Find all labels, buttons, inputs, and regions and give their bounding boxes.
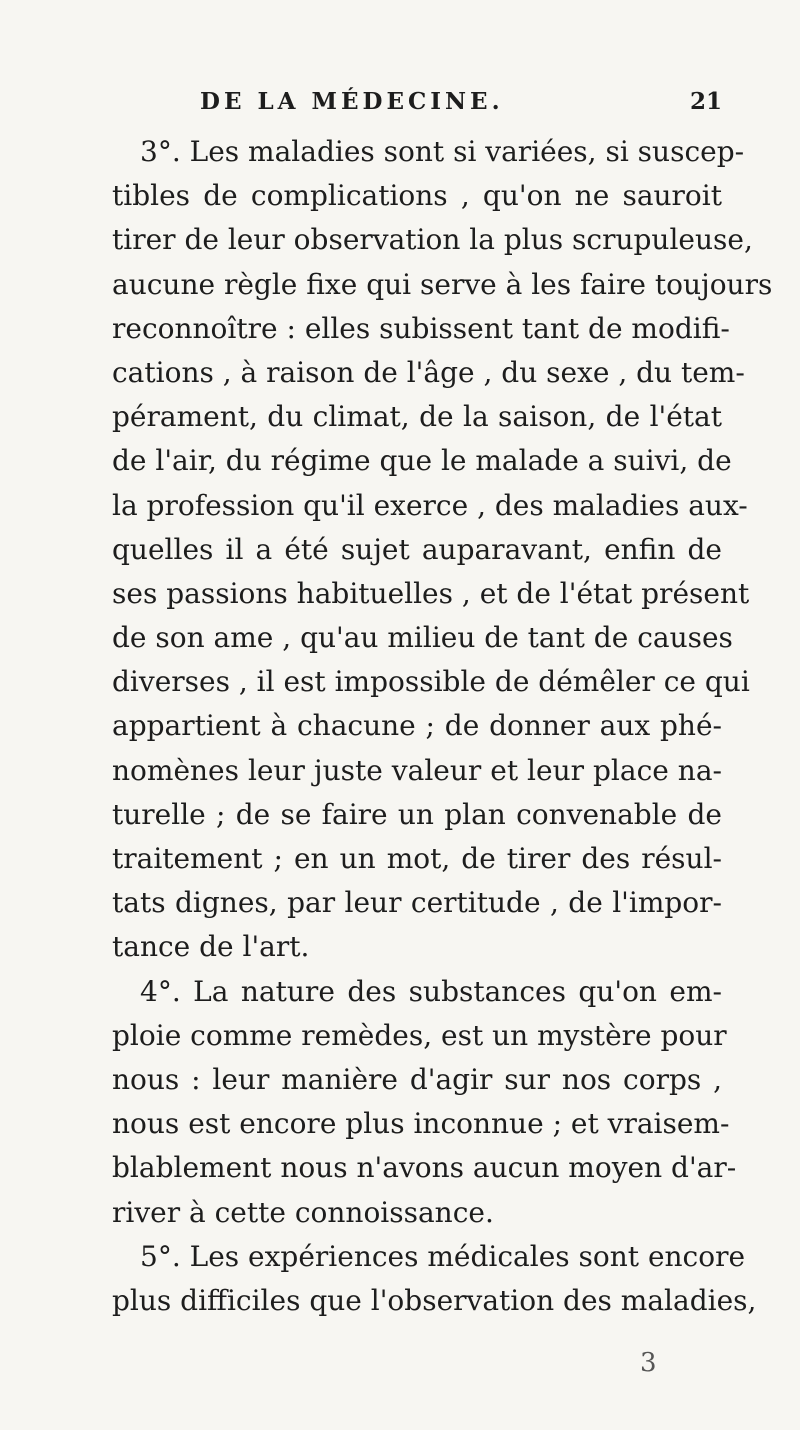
text-line: nomènes leur juste valeur et leur place na- — [112, 753, 722, 787]
text-line: river à cette connoissance. — [112, 1195, 494, 1229]
text-line: cations , à raison de l'âge , du sexe , du tem- — [112, 355, 745, 389]
text-line: nous : leur manière d'agir sur nos corps , — [112, 1062, 722, 1096]
text-line: appartient à chacune ; de donner aux phé- — [112, 709, 722, 743]
text-line: tance de l'art. — [112, 930, 310, 964]
text-line: 3°. Les maladies sont si variées, si suscep- — [140, 135, 745, 168]
text-line: aucune règle fixe qui serve à les faire toujours — [112, 267, 773, 301]
text-line: tirer de leur observation la plus scrupuleuse, — [112, 223, 753, 257]
text-line: ses passions habituelles , et de l'état présent — [112, 576, 750, 610]
running-title: DE LA MÉDECINE. — [200, 88, 504, 115]
text-line: de l'air, du régime que le malade a suivi, de — [112, 444, 732, 478]
text-line: traitement ; en un mot, de tirer des résul- — [112, 842, 722, 875]
text-line: la profession qu'il exerce , des maladies aux- — [112, 488, 748, 522]
body-text — [112, 130, 773, 1323]
text-line: nous est encore plus inconnue ; et vraisem- — [112, 1107, 730, 1141]
text-line: 4°. La nature des substances qu'on em- — [140, 974, 722, 1008]
text-line: quelles il a été sujet auparavant, enfin de — [112, 532, 722, 566]
text-line: turelle ; de se faire un plan convenable de — [112, 797, 722, 831]
text-line: reconnoître : elles subissent tant de modifi- — [112, 311, 730, 345]
text-line: blablement nous n'avons aucun moyen d'ar- — [112, 1151, 737, 1185]
text-line: de son ame , qu'au milieu de tant de causes — [112, 621, 733, 655]
page-number: 21 — [690, 88, 723, 115]
signature-mark: 3 — [640, 1348, 657, 1378]
text-line: ploie comme remèdes, est un mystère pour — [112, 1018, 727, 1052]
text-line: tibles de complications , qu'on ne sauroit — [112, 179, 722, 213]
text-line: diverses , il est impossible de démêler ce qui — [112, 665, 750, 699]
text-line: tats dignes, par leur certitude , de l'impor- — [112, 886, 722, 920]
text-line: 5°. Les expériences médicales sont encore — [140, 1239, 746, 1273]
text-line: pérament, du climat, de la saison, de l'état — [112, 400, 722, 434]
text-line: plus difficiles que l'observation des maladies, — [112, 1283, 757, 1317]
